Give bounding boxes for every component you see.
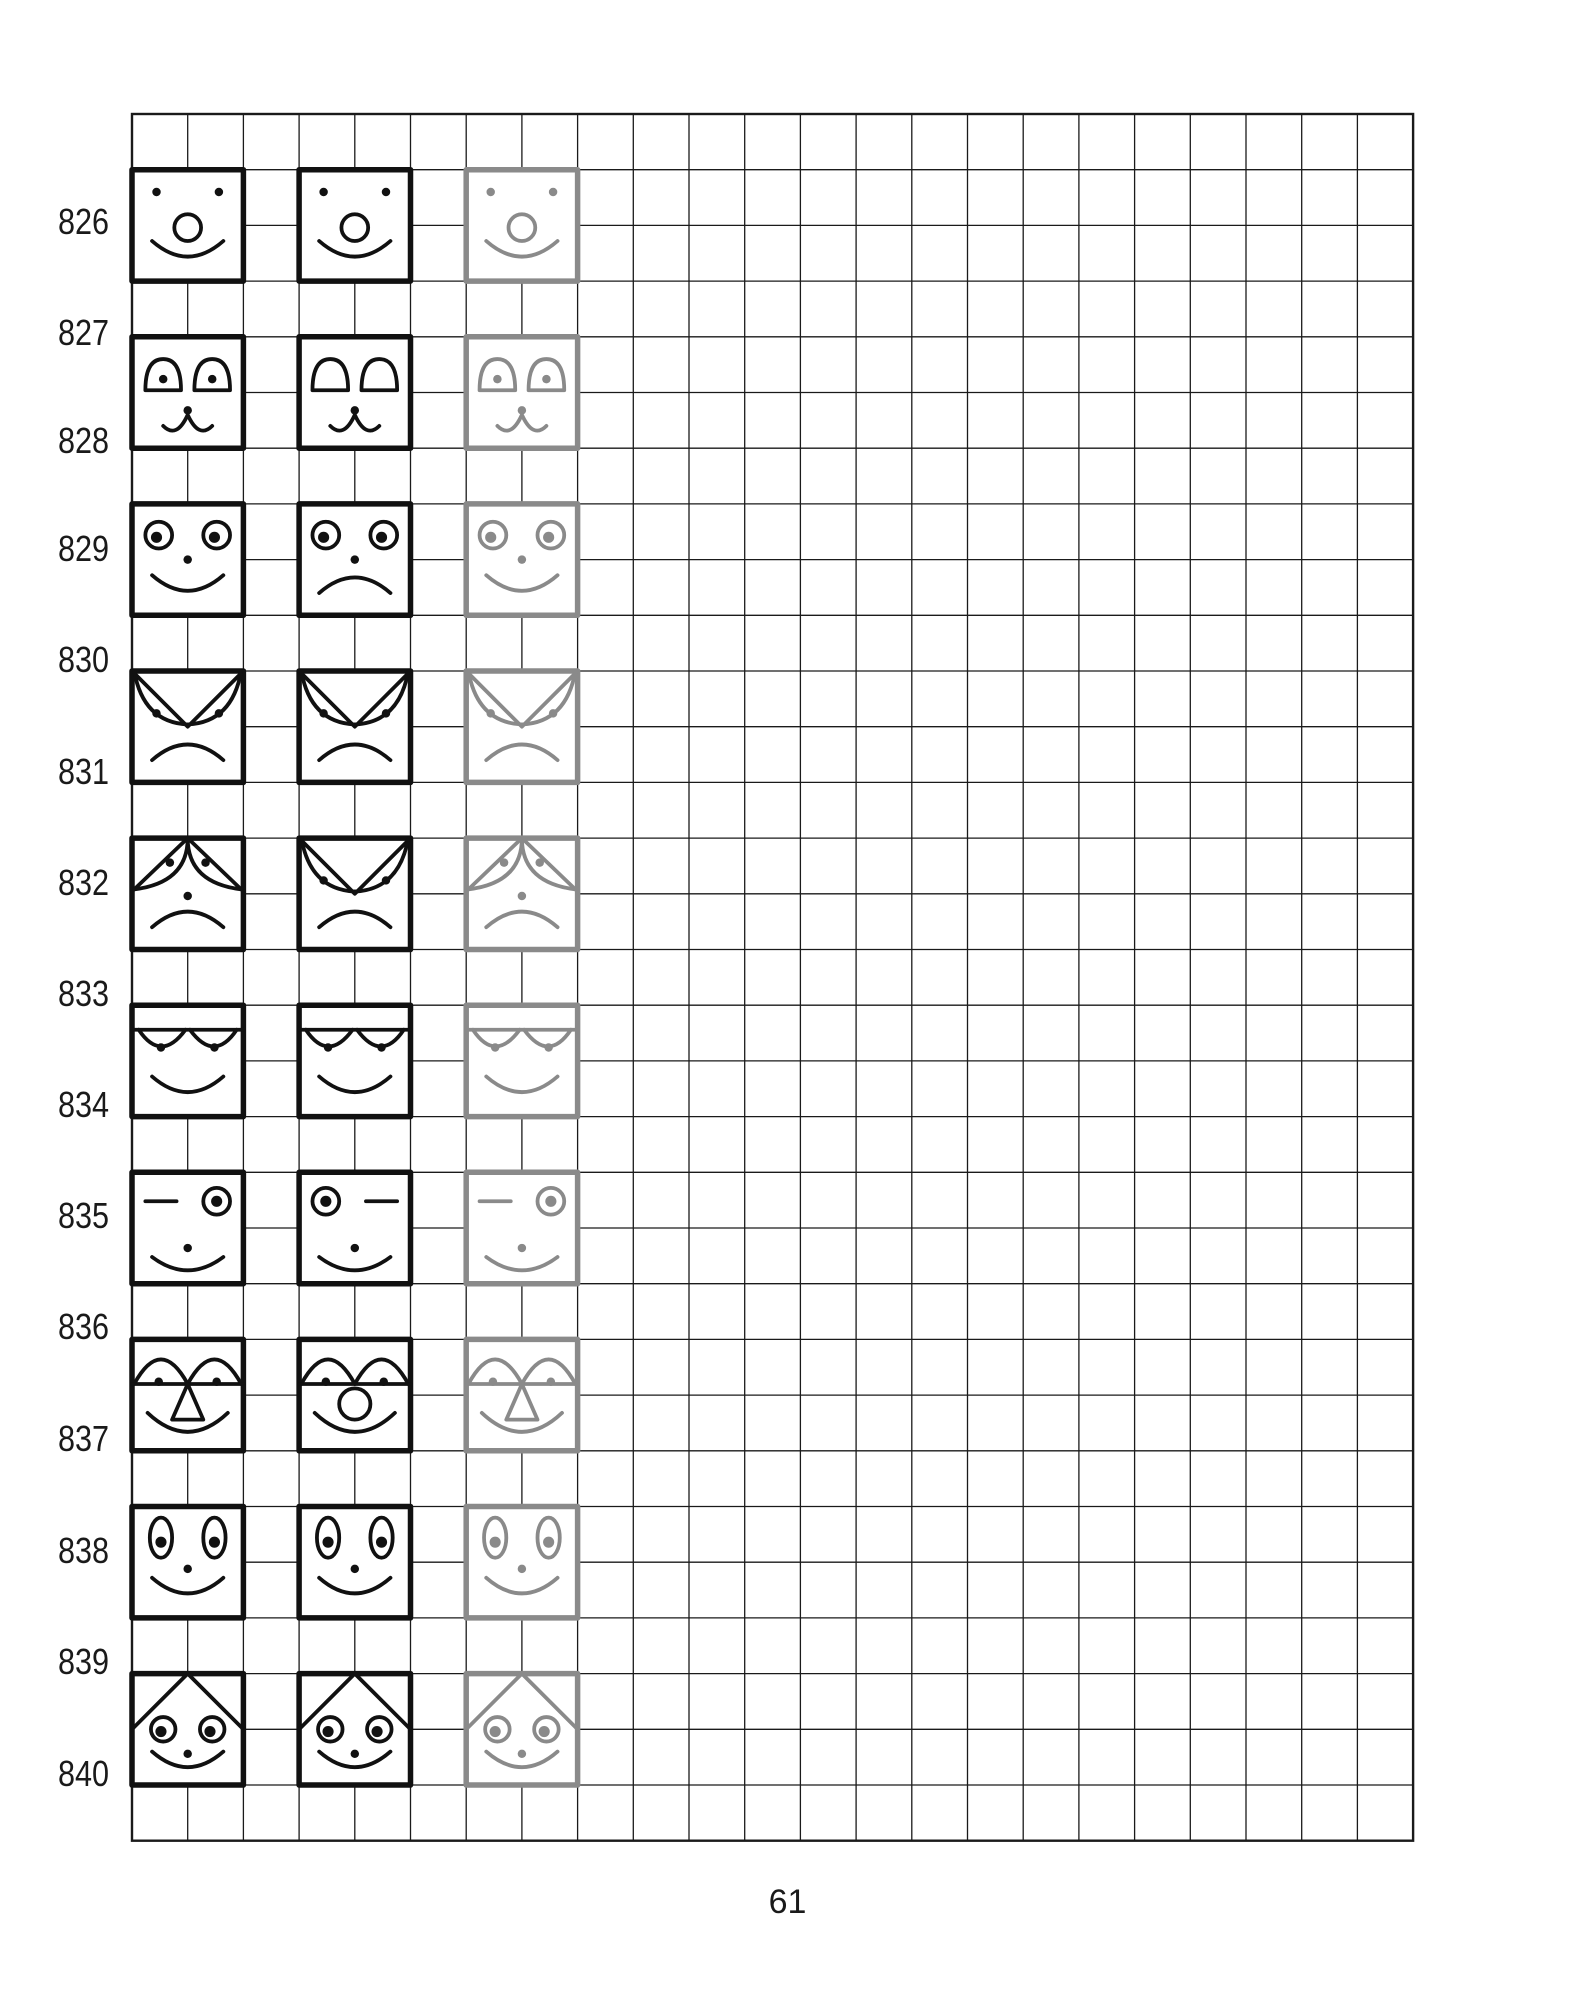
face-box-trace-wink-left xyxy=(466,1172,577,1283)
face-box-trace-angry-envelope xyxy=(466,671,577,782)
face-frame xyxy=(466,1339,577,1450)
face-box-trace-dome-eyes-triangle-nose xyxy=(466,1339,577,1450)
face-frame xyxy=(299,1507,410,1618)
row-number-label: 832 xyxy=(58,862,110,903)
face-box-sample-roof-round-eyes xyxy=(299,1674,410,1785)
face-box-sample-dome-eyes-round-nose xyxy=(299,1339,410,1450)
row-number-label: 830 xyxy=(58,639,110,680)
face-box-sample-roof-round-eyes xyxy=(132,1674,243,1785)
face-box-sample-dome-eyes-triangle-nose xyxy=(132,1339,243,1450)
face-box-sample-oval-eyes-smile xyxy=(299,1507,410,1618)
face-box-sample-angry-envelope xyxy=(132,671,243,782)
row-number-label: 840 xyxy=(58,1753,110,1794)
face-box-sample-heavy-lids-smile xyxy=(299,1005,410,1116)
face-frame xyxy=(466,1005,577,1116)
face-frame xyxy=(132,1507,243,1618)
row-number-label: 829 xyxy=(58,528,110,569)
face-box-sample-wink-right xyxy=(299,1172,410,1283)
face-frame xyxy=(132,1172,243,1283)
row-number-label: 826 xyxy=(58,201,110,242)
face-box-trace-oval-eyes-smile xyxy=(466,1507,577,1618)
row-number-label: 836 xyxy=(58,1306,110,1347)
face-frame xyxy=(132,337,243,448)
face-box-sample-angry-envelope xyxy=(299,671,410,782)
face-frame xyxy=(299,1005,410,1116)
face-frame xyxy=(132,170,243,281)
face-frame xyxy=(466,1507,577,1618)
face-box-sample-angry-envelope xyxy=(299,838,410,949)
face-box-sample-round-eyes-frown xyxy=(299,504,410,615)
face-box-trace-cat-arch-eyes xyxy=(466,337,577,448)
row-number-label: 837 xyxy=(58,1418,110,1459)
row-number-label: 831 xyxy=(58,751,110,792)
face-box-trace-round-eyes-smile xyxy=(466,504,577,615)
row-number-label: 827 xyxy=(58,312,110,353)
face-box-sample-oval-eyes-smile xyxy=(132,1507,243,1618)
row-number-label: 828 xyxy=(58,420,110,461)
face-box-trace-sad-peaked-brows xyxy=(466,838,577,949)
face-box-sample-clown-smile xyxy=(299,170,410,281)
face-box-trace-clown-smile xyxy=(466,170,577,281)
face-box-sample-cat-arch-eyes xyxy=(132,337,243,448)
row-number-label: 833 xyxy=(58,973,110,1014)
row-number-label: 838 xyxy=(58,1530,110,1571)
face-frame xyxy=(299,337,410,448)
page-number: 61 xyxy=(768,1883,807,1921)
face-box-sample-wink-left xyxy=(132,1172,243,1283)
row-number-label: 834 xyxy=(58,1084,110,1125)
face-frame xyxy=(299,1172,410,1283)
row-number-label: 839 xyxy=(58,1641,110,1682)
row-number-label: 835 xyxy=(58,1195,110,1236)
face-box-sample-cat-arch-eyes-closed xyxy=(299,337,410,448)
face-box-sample-heavy-lids-smile xyxy=(132,1005,243,1116)
face-box-sample-round-eyes-smile xyxy=(132,504,243,615)
face-box-sample-sad-peaked-brows xyxy=(132,838,243,949)
face-frame xyxy=(466,170,577,281)
face-box-trace-roof-round-eyes xyxy=(466,1674,577,1785)
face-frame xyxy=(466,337,577,448)
face-frame xyxy=(132,1339,243,1450)
face-frame xyxy=(299,1339,410,1450)
face-frame xyxy=(132,1005,243,1116)
face-frame xyxy=(299,170,410,281)
face-box-sample-clown-smile xyxy=(132,170,243,281)
face-box-trace-heavy-lids-smile xyxy=(466,1005,577,1116)
face-frame xyxy=(466,1172,577,1283)
